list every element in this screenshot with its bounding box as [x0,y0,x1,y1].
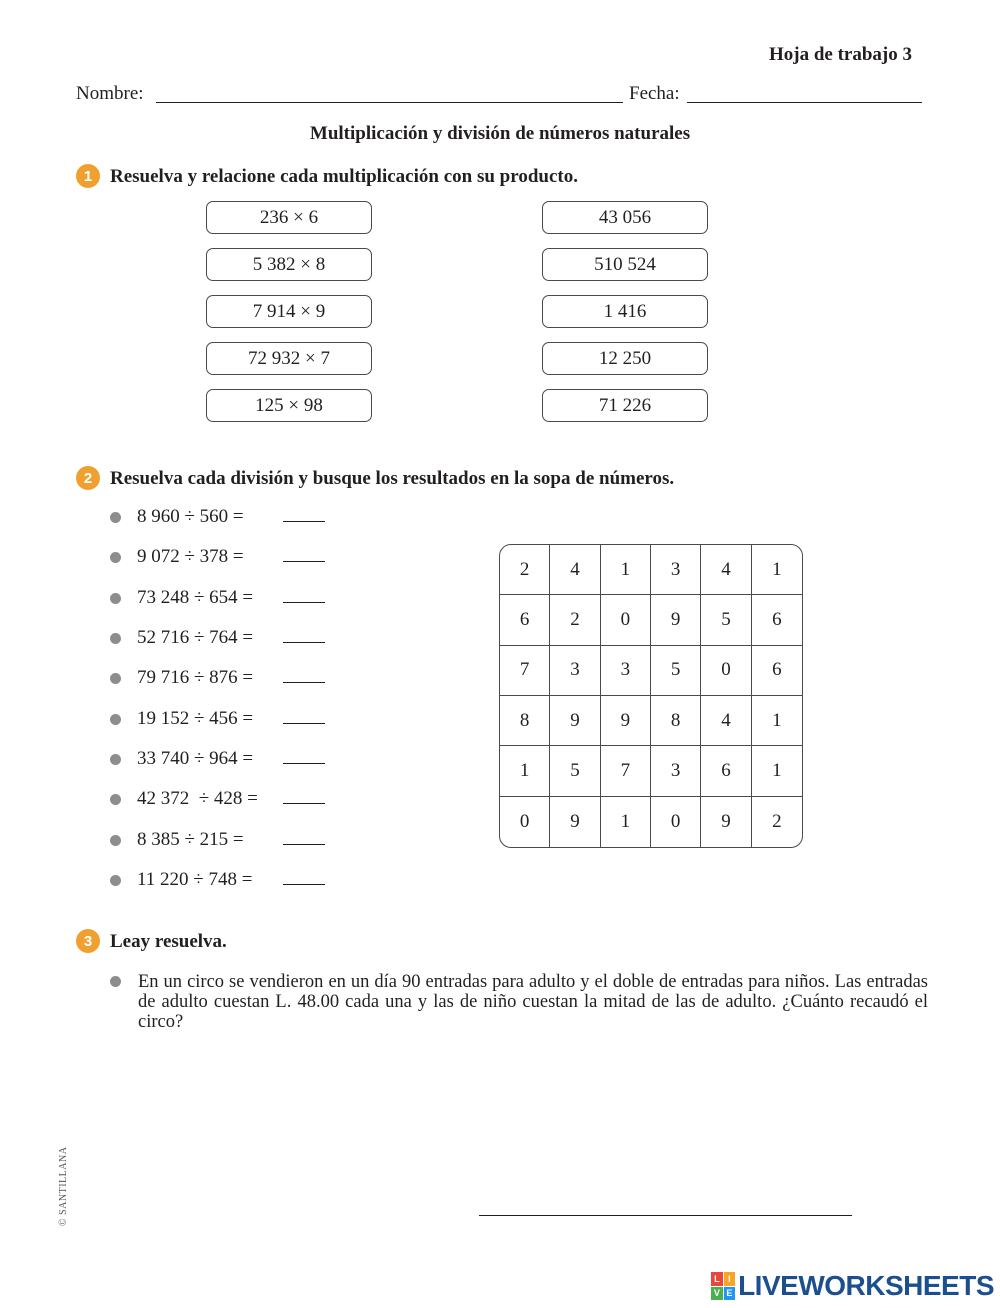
grid-cell[interactable]: 0 [601,595,651,645]
division-item-9 [110,828,244,852]
answer-blank[interactable] [283,723,325,724]
answer-blank[interactable] [283,602,325,603]
date-label: Fecha: [629,83,680,104]
division-item-5 [110,666,253,690]
multiplication-box-2[interactable]: 5 382 × 8 [206,248,372,281]
grid-cell[interactable]: 2 [500,545,550,595]
name-label: Nombre: [76,83,144,104]
section-1-heading: Resuelva y relacione cada multiplicación con su producto. [110,166,578,187]
grid-cell[interactable]: 8 [651,696,701,746]
answer-blank[interactable] [283,682,325,683]
grid-cell[interactable]: 7 [601,746,651,796]
multiplication-box-3[interactable]: 7 914 × 9 [206,295,372,328]
division-item-1 [110,505,244,529]
grid-cell[interactable]: 1 [752,746,802,796]
bullet-icon [110,714,121,725]
division-expression: 8 960 ÷ 560 = [137,506,244,527]
bullet-icon [110,673,121,684]
answer-blank[interactable] [283,884,325,885]
grid-cell[interactable]: 4 [701,696,751,746]
grid-cell[interactable]: 6 [500,595,550,645]
division-item-2 [110,545,244,569]
grid-cell[interactable]: 1 [752,545,802,595]
division-item-4 [110,626,253,650]
division-expression: 79 716 ÷ 876 = [137,667,254,688]
grid-cell[interactable]: 1 [752,696,802,746]
division-expression: 11 220 ÷ 748 = [137,869,253,890]
division-item-8 [110,787,258,811]
product-box-5[interactable]: 71 226 [542,389,708,422]
grid-cell[interactable]: 5 [550,746,600,796]
bullet-icon [110,552,121,563]
grid-cell[interactable]: 4 [550,545,600,595]
multiplication-box-1[interactable]: 236 × 6 [206,201,372,234]
logo-letter: V [711,1287,723,1301]
grid-cell[interactable]: 9 [550,797,600,847]
bullet-icon [110,835,121,846]
grid-cell[interactable]: 3 [550,646,600,696]
division-expression: 52 716 ÷ 764 = [137,627,254,648]
liveworksheets-logo-icon [711,1272,735,1300]
grid-cell[interactable]: 3 [651,746,701,796]
bullet-icon [110,512,121,523]
logo-letter: I [724,1272,736,1286]
bullet-icon [110,976,121,987]
division-expression: 33 740 ÷ 964 = [137,748,254,769]
grid-cell[interactable]: 9 [601,696,651,746]
logo-letter: L [711,1272,723,1286]
page-title: Multiplicación y división de números naturales [309,123,691,144]
grid-cell[interactable]: 3 [651,545,701,595]
grid-cell[interactable]: 3 [601,646,651,696]
copyright-text: © SANTILLANA [58,1146,69,1226]
answer-blank[interactable] [283,763,325,764]
grid-cell[interactable]: 4 [701,545,751,595]
product-box-2[interactable]: 510 524 [542,248,708,281]
sheet-title: Hoja de trabajo 3 [768,44,912,65]
liveworksheets-logo [711,1270,994,1302]
answer-blank[interactable] [283,561,325,562]
section-3-badge: 3 [76,929,100,953]
liveworksheets-logo-text: LIVEWORKSHEETS [738,1270,994,1301]
grid-cell[interactable]: 2 [772,810,782,832]
answer-blank[interactable] [283,844,325,845]
grid-cell[interactable]: 6 [701,746,751,796]
section-2-heading: Resuelva cada división y busque los resultados en la sopa de números. [110,468,675,489]
multiplication-box-5[interactable]: 125 × 98 [206,389,372,422]
grid-cell[interactable]: 5 [701,595,751,645]
product-box-3[interactable]: 1 416 [542,295,708,328]
answer-blank[interactable] [283,642,325,643]
grid-cell[interactable]: 9 [550,696,600,746]
grid-cell[interactable]: 1 [500,746,550,796]
grid-cell[interactable]: 0 [500,797,550,847]
section-3-heading: Leay resuelva. [110,931,227,952]
division-item-7 [110,747,253,771]
answer-line[interactable] [479,1215,852,1216]
section-1-badge: 1 [76,164,100,188]
grid-cell[interactable]: 9 [651,595,701,645]
date-field[interactable] [687,102,922,103]
bullet-icon [110,875,121,886]
division-item-6 [110,707,253,731]
grid-cell[interactable]: 0 [701,646,751,696]
word-problem-text: En un circo se vendieron en un día 90 entradas para adulto y el doble de entradas para niños. Las entradas de adulto cuestan L. 48.00 cada una y las de niño cuestan la mitad de las de adulto. ¿Cuánto recaudó el circo? [138,972,928,1032]
grid-cell[interactable]: 1 [601,797,651,847]
division-item-10 [110,868,252,892]
answer-blank[interactable] [283,803,325,804]
division-expression: 42 372 ÷ 428 = [137,788,258,809]
section-2-badge: 2 [76,466,100,490]
multiplication-box-4[interactable]: 72 932 × 7 [206,342,372,375]
product-box-1[interactable]: 43 056 [542,201,708,234]
division-expression: 9 072 ÷ 378 = [137,546,244,567]
bullet-icon [110,794,121,805]
bullet-icon [110,593,121,604]
grid-cell[interactable]: 7 [500,646,550,696]
bullet-icon [110,633,121,644]
division-expression: 19 152 ÷ 456 = [137,708,254,729]
product-box-4[interactable]: 12 250 [542,342,708,375]
division-expression: 8 385 ÷ 215 = [137,829,244,850]
grid-cell[interactable]: 8 [500,696,550,746]
grid-cell[interactable]: 5 [651,646,701,696]
grid-cell[interactable]: 1 [601,545,651,595]
grid-cell[interactable]: 2 [550,595,600,645]
grid-cell[interactable]: 9 [701,797,751,847]
division-expression: 73 248 ÷ 654 = [137,587,254,608]
name-field[interactable] [156,102,623,103]
grid-cell[interactable]: 6 [752,646,802,696]
logo-letter: E [724,1287,736,1301]
answer-blank[interactable] [283,521,325,522]
number-soup-grid [499,544,803,848]
bullet-icon [110,754,121,765]
division-item-3 [110,586,253,610]
grid-cell[interactable]: 6 [752,595,802,645]
grid-cell[interactable]: 0 [651,797,701,847]
